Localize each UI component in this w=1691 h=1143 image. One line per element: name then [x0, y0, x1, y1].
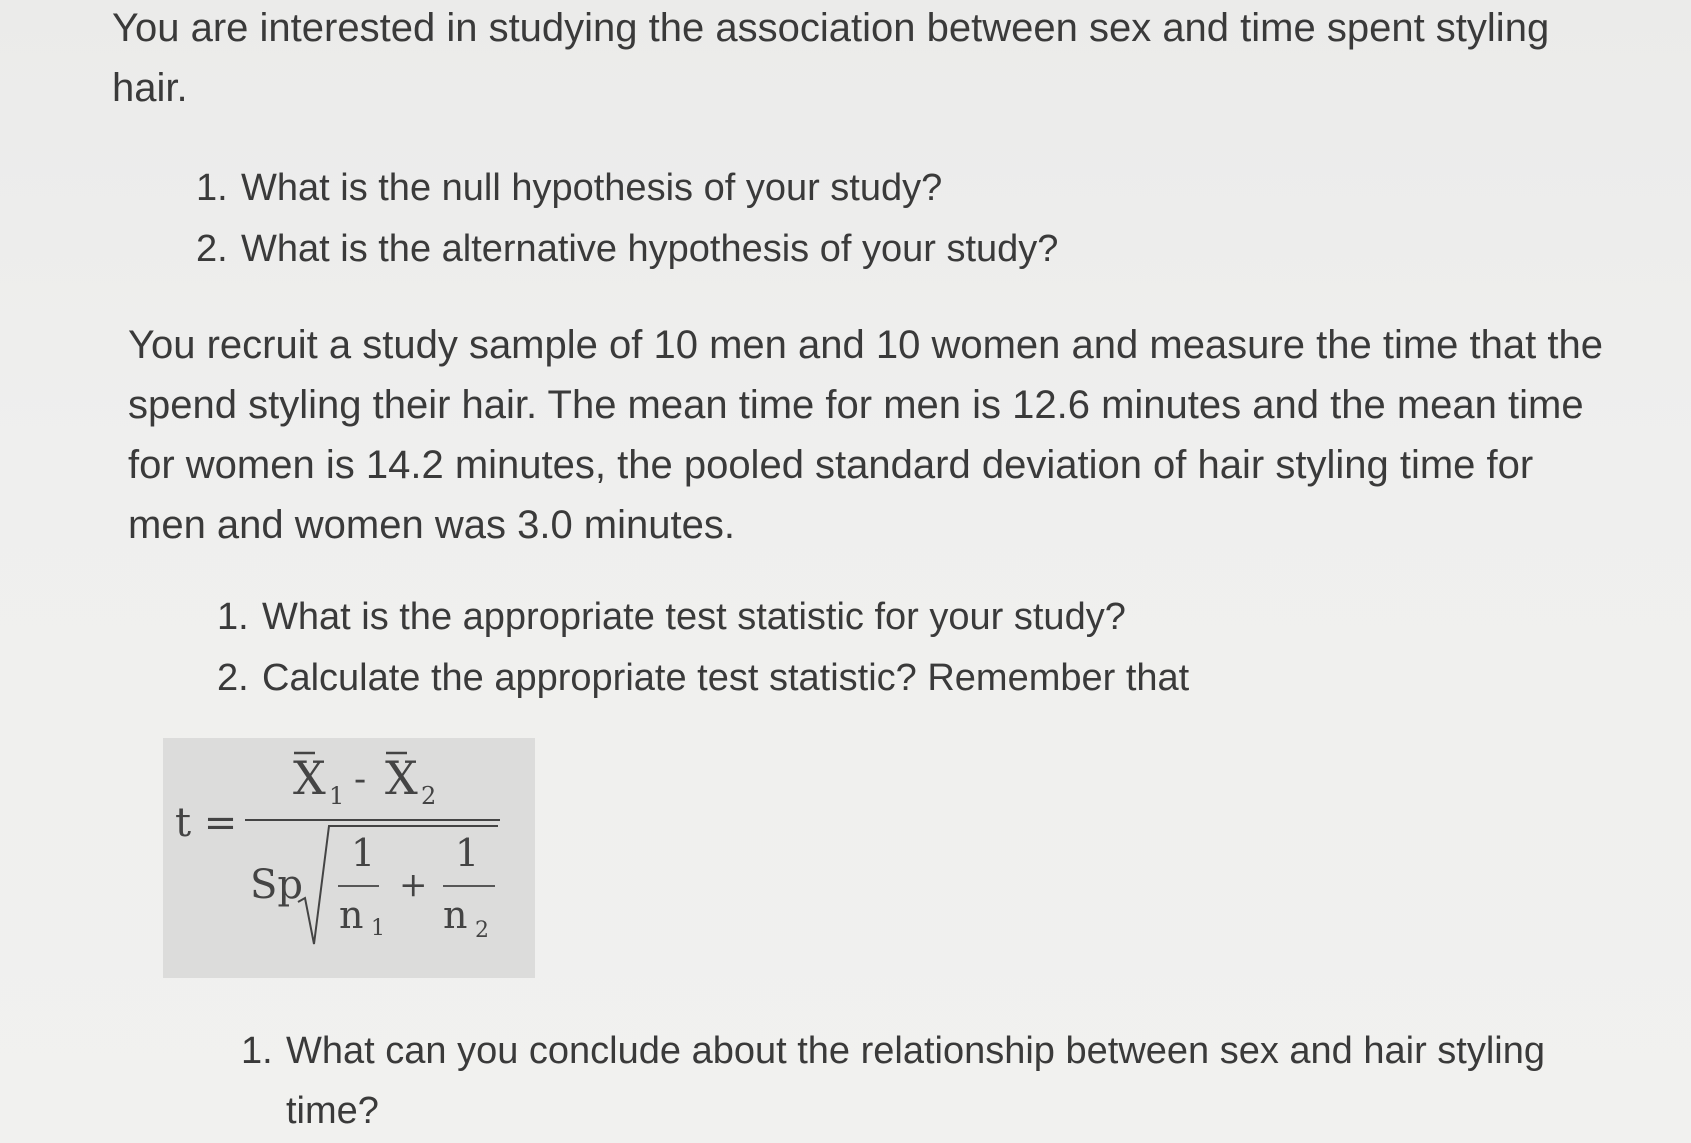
list-item: [196, 158, 1058, 219]
x1-symbol: X: [293, 751, 326, 805]
list-item: [241, 1021, 1606, 1141]
study-description-paragraph: You recruit a study sample of 10 men and 10 women and measure the time that the spend styling their hair. The mean time for men is 12.6 minutes and the mean time for women is 14.2 minutes, the pooled standard deviation of hair styling time for men and women was 3.0 minutes.: [128, 323, 1603, 547]
question-text: Calculate the appropriate test statistic? Remember that: [262, 657, 1190, 699]
plus-sign: +: [399, 865, 428, 905]
question-text: What can you conclude about the relationship between sex and hair styling time?: [286, 1030, 1546, 1132]
intro-paragraph: You are interested in studying the association between sex and time spent styling hair.: [112, 6, 1550, 110]
list-number: 1.: [217, 596, 249, 638]
question-text: What is the null hypothesis of your study?: [241, 167, 943, 209]
x2-subscript: 2: [421, 782, 437, 810]
formula-lhs: t =: [175, 800, 238, 846]
n2-symbol: n: [443, 893, 468, 937]
list-number: 1.: [241, 1030, 273, 1072]
list-number: 1.: [196, 167, 228, 209]
formula-svg: [163, 738, 535, 978]
hypothesis-question-list: [196, 158, 1058, 280]
t-statistic-formula: [163, 738, 535, 978]
test-statistic-question-list: [217, 587, 1189, 709]
numerator-one-a: 1: [351, 831, 376, 875]
conclusion-question-list: [241, 1021, 1606, 1141]
n1-symbol: n: [339, 893, 364, 937]
question-text: What is the appropriate test statistic for your study?: [262, 596, 1126, 638]
list-item: [217, 587, 1189, 648]
n1-subscript: 1: [371, 916, 385, 941]
list-item: [196, 219, 1058, 280]
x1-subscript: 1: [329, 782, 345, 810]
list-number: 2.: [217, 657, 249, 699]
list-number: 2.: [196, 228, 228, 270]
x2-symbol: X: [385, 751, 418, 805]
pooled-sd-symbol: Sp: [250, 862, 304, 908]
list-item: [217, 648, 1189, 709]
question-text: What is the alternative hypothesis of your study?: [241, 228, 1059, 270]
numerator-one-b: 1: [455, 831, 480, 875]
minus-sign: -: [354, 759, 367, 800]
n2-subscript: 2: [475, 918, 489, 943]
